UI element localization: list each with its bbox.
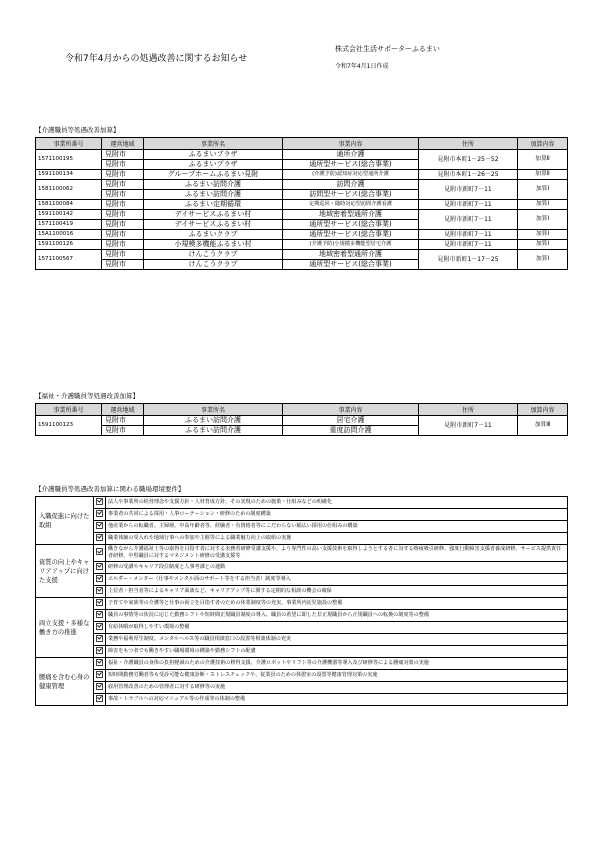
checkbox[interactable] (94, 670, 106, 682)
region: 見附市 (102, 180, 144, 190)
service: (介護予防)小規模多機能型居宅介護 (283, 240, 419, 250)
office-code: 1581100084 (36, 200, 102, 210)
region: 見附市 (102, 170, 144, 180)
col-header: 事業所名 (144, 404, 283, 416)
region: 見附市 (102, 416, 144, 426)
office-code: 1581100062 (36, 180, 102, 200)
table1 (35, 137, 568, 270)
office-name: デイサービスふるまい村 (144, 220, 283, 230)
address: 見附市本町1－25－52 (419, 150, 518, 170)
requirement-row (36, 670, 568, 682)
col-header: 加算内容 (518, 138, 568, 150)
office-code: 1571100419 (36, 220, 102, 230)
table-row (36, 170, 568, 180)
checkbox[interactable] (94, 533, 106, 545)
checkbox[interactable] (94, 694, 106, 706)
region: 見附市 (102, 426, 144, 436)
service: 定期巡回・随時対応型訪問介護看護 (283, 200, 419, 210)
requirement-item: 子育てや家族等の介護等と仕事の両立を目指す者のための休業制度等の充実、事業所内託児施設の整備 (106, 598, 568, 610)
table-row (36, 240, 568, 250)
checkbox[interactable] (94, 562, 106, 574)
kasan: 加算Ⅰ (518, 250, 568, 270)
region: 見附市 (102, 260, 144, 270)
service: 訪問型サービス(総合事業) (283, 190, 419, 200)
col-header: 事業内容 (283, 138, 419, 150)
region: 見附市 (102, 220, 144, 230)
requirement-category: 両立支援・多様な働き方の推進 (36, 598, 94, 658)
requirement-row (36, 545, 568, 562)
region: 見附市 (102, 150, 144, 160)
requirement-item: 雇用管理改善のための管理者に対する研修等の実施 (106, 682, 568, 694)
requirement-row (36, 509, 568, 521)
office-name: けんこうクラブ (144, 250, 283, 260)
checkbox[interactable] (94, 610, 106, 622)
office-name: ふるまい定期循環 (144, 200, 283, 210)
service: 通所型サービス(総合事業) (283, 160, 419, 170)
region: 見附市 (102, 240, 144, 250)
region: 見附市 (102, 210, 144, 220)
region: 見附市 (102, 160, 144, 170)
checkbox[interactable] (94, 497, 106, 509)
checkbox[interactable] (94, 545, 106, 562)
table2-label: 【福祉・介護職員等処遇改善加算】 (35, 392, 139, 400)
requirement-item: 他産業からの転職者、主婦層、中高年齢者等、経験者・有資格者等にこだわらない幅広い採用の仕組みの構築 (106, 521, 568, 533)
service: (介護予防)認知症対応型通所介護 (283, 170, 419, 180)
checkbox[interactable] (94, 658, 106, 670)
checkbox[interactable] (94, 622, 106, 634)
address: 見附市新町7－11 (419, 416, 518, 436)
table-row (36, 150, 568, 160)
office-code: 1591100123 (36, 416, 102, 436)
kasan: 加算Ⅲ (518, 416, 568, 436)
requirement-item: 事業者の共同による採用・人事ローテーション・研修のための制度構築 (106, 509, 568, 521)
requirement-row (36, 586, 568, 598)
kasan: 加算Ⅰ (518, 230, 568, 240)
requirement-row (36, 598, 568, 610)
requirement-row (36, 533, 568, 545)
requirement-row (36, 622, 568, 634)
kasan: 加算Ⅰ (518, 210, 568, 230)
table-row (36, 416, 568, 426)
address: 見附市本町1－26－25 (419, 170, 518, 180)
requirement-row (36, 694, 568, 706)
requirement-item: 短時間勤務労働者等も受診可能な健康診断・ストレスチェックや、従業員のための休憩室の設置等健康管理対策の実施 (106, 670, 568, 682)
address: 見附市新町7－11 (419, 180, 518, 200)
requirement-category: 腰痛を含む心身の健康管理 (36, 658, 94, 706)
address: 見附市新町7－11 (419, 210, 518, 230)
requirement-row (36, 646, 568, 658)
office-code: 1591100142 (36, 210, 102, 220)
requirement-item: 法人や事業所の経営理念や支援方針・人材育成方針、その実現のための施策・仕組みなどの明確化 (106, 497, 568, 509)
kasan: 加算Ⅱ (518, 170, 568, 180)
requirement-row (36, 521, 568, 533)
service: 通所型サービス(総合事業) (283, 260, 419, 270)
kasan: 加算Ⅰ (518, 180, 568, 200)
checkbox[interactable] (94, 509, 106, 521)
requirement-row (36, 634, 568, 646)
office-name: デイサービスふるまい村 (144, 210, 283, 220)
table1-header-row (36, 138, 568, 150)
table1-label: 【介護職員等処遇改善加算】 (35, 126, 120, 134)
service: 通所介護 (283, 150, 419, 160)
office-name: ふるまい訪問介護 (144, 180, 283, 190)
kasan: 加算Ⅰ (518, 240, 568, 250)
address: 見附市新町1－17－25 (419, 250, 518, 270)
checkbox[interactable] (94, 646, 106, 658)
office-name: ふるまい訪問介護 (144, 416, 283, 426)
requirement-item: 福祉・介護職員の身体の負担軽減のための介護技術の修得支援、介護ロボットやリフト等の介護機器等導入及び研修等による腰痛対策の実施 (106, 658, 568, 670)
col-header: 住所 (419, 138, 518, 150)
office-code: 1571100567 (36, 250, 102, 270)
checkbox[interactable] (94, 521, 106, 533)
office-code: 1591100126 (36, 240, 102, 250)
checkbox[interactable] (94, 634, 106, 646)
kasan: 加算Ⅱ (518, 150, 568, 170)
office-name: けんこうクラブ (144, 260, 283, 270)
col-header: 加算内容 (518, 404, 568, 416)
service: 通所型サービス(総合事業) (283, 220, 419, 230)
service: 重度訪問介護 (283, 426, 419, 436)
office-name: 小規模多機能ふるまい村 (144, 240, 283, 250)
document-date: 令和7年4月1日作成 (335, 63, 389, 70)
service: 訪問介護 (283, 180, 419, 190)
requirement-category: 資質の向上やキャリアアップに向けた支援 (36, 545, 94, 598)
region: 見附市 (102, 200, 144, 210)
requirement-item: 業務や福利厚生制度、メンタルヘルス等の職員相談窓口の設置等相談体制の充実 (106, 634, 568, 646)
col-header: 運営地域 (102, 404, 144, 416)
checkbox[interactable] (94, 682, 106, 694)
region: 見附市 (102, 190, 144, 200)
office-code: 1591100134 (36, 170, 102, 180)
requirement-item: 働きながら介護福祉士等の取得を目指す者に対する実務者研修受講支援や、より専門性の高い支援技術を取得しようとする者に対する喀痰吸引研修、強度行動障害支援者養成研修、サービス提供責任者研修、中堅職員に対するマネジメント研修の受講支援等 (106, 545, 568, 562)
requirement-item: 有給休暇が取得しやすい環境の整備 (106, 622, 568, 634)
office-name: ふるまいクラブ (144, 230, 283, 240)
requirement-row (36, 610, 568, 622)
kasan: 加算Ⅰ (518, 200, 568, 210)
address: 見附市新町7－11 (419, 230, 518, 240)
col-header: 事業所番号 (36, 138, 102, 150)
service: 通所型サービス(総合事業) (283, 230, 419, 240)
region: 見附市 (102, 230, 144, 240)
office-name: ふるまい訪問介護 (144, 190, 283, 200)
office-name: グループホームふるまい見附 (144, 170, 283, 180)
requirement-category: 入職促進に向けた取組 (36, 497, 94, 545)
col-header: 事業所番号 (36, 404, 102, 416)
office-name: ふるまい訪問介護 (144, 426, 283, 436)
service: 地域密着型通所介護 (283, 250, 419, 260)
office-name: ふるまいプラザ (144, 160, 283, 170)
service: 地域密着型通所介護 (283, 210, 419, 220)
requirement-item: 事故・トラブルへの対応マニュアル等の作成等の体制の整備 (106, 694, 568, 706)
col-header: 住所 (419, 404, 518, 416)
address: 見附市新町7－11 (419, 240, 518, 250)
office-code: 15A1100016 (36, 230, 102, 240)
requirement-item: 障害をもつ者でも働きやすい職場環境の構築や勤務シフトの配慮 (106, 646, 568, 658)
table-row (36, 210, 568, 220)
col-header: 事業内容 (283, 404, 419, 416)
requirement-item: 職業体験の受入れや地域行事への参加や主催等による職業魅力向上の取組の実施 (106, 533, 568, 545)
service: 居宅介護 (283, 416, 419, 426)
company-name: 株式会社生活サポーターふるまい (335, 45, 440, 53)
office-code: 1571100195 (36, 150, 102, 170)
checkbox[interactable] (94, 598, 106, 610)
address: 見附市新町7－11 (419, 200, 518, 210)
col-header: 運営地域 (102, 138, 144, 150)
requirement-row (36, 562, 568, 574)
checkbox[interactable] (94, 586, 106, 598)
page-title: 令和7年4月からの処遇改善に関するお知らせ (65, 54, 248, 64)
requirement-item: 上位者・担当者等によるキャリア面談など、キャリアアップ等に関する定期的な相談の機会の確保 (106, 586, 568, 598)
requirement-row (36, 682, 568, 694)
requirement-item: 研修の受講やキャリア段位制度と人事考課との連動 (106, 562, 568, 574)
requirement-item: エルダー・メンター（仕事やメンタル面のサポート等をする担当者）制度等導入 (106, 574, 568, 586)
table2 (35, 403, 568, 436)
col-header: 事業所名 (144, 138, 283, 150)
table-row (36, 230, 568, 240)
requirement-row (36, 497, 568, 509)
table-row (36, 250, 568, 260)
table2-header-row (36, 404, 568, 416)
checkbox[interactable] (94, 574, 106, 586)
table-row (36, 180, 568, 190)
requirements-label: 【介護職員等処遇改善加算に関わる職場環境要件】 (35, 485, 185, 493)
requirement-row (36, 658, 568, 670)
region: 見附市 (102, 250, 144, 260)
requirement-item: 職員の事情等の状況に応じた勤務シフトや短時間正規職員制度の導入、職員の希望に即した非正規職員から正規職員への転換の制度等の整備 (106, 610, 568, 622)
requirement-row (36, 574, 568, 586)
office-name: ふるまいプラザ (144, 150, 283, 160)
requirements-table (35, 496, 568, 706)
table-row (36, 200, 568, 210)
